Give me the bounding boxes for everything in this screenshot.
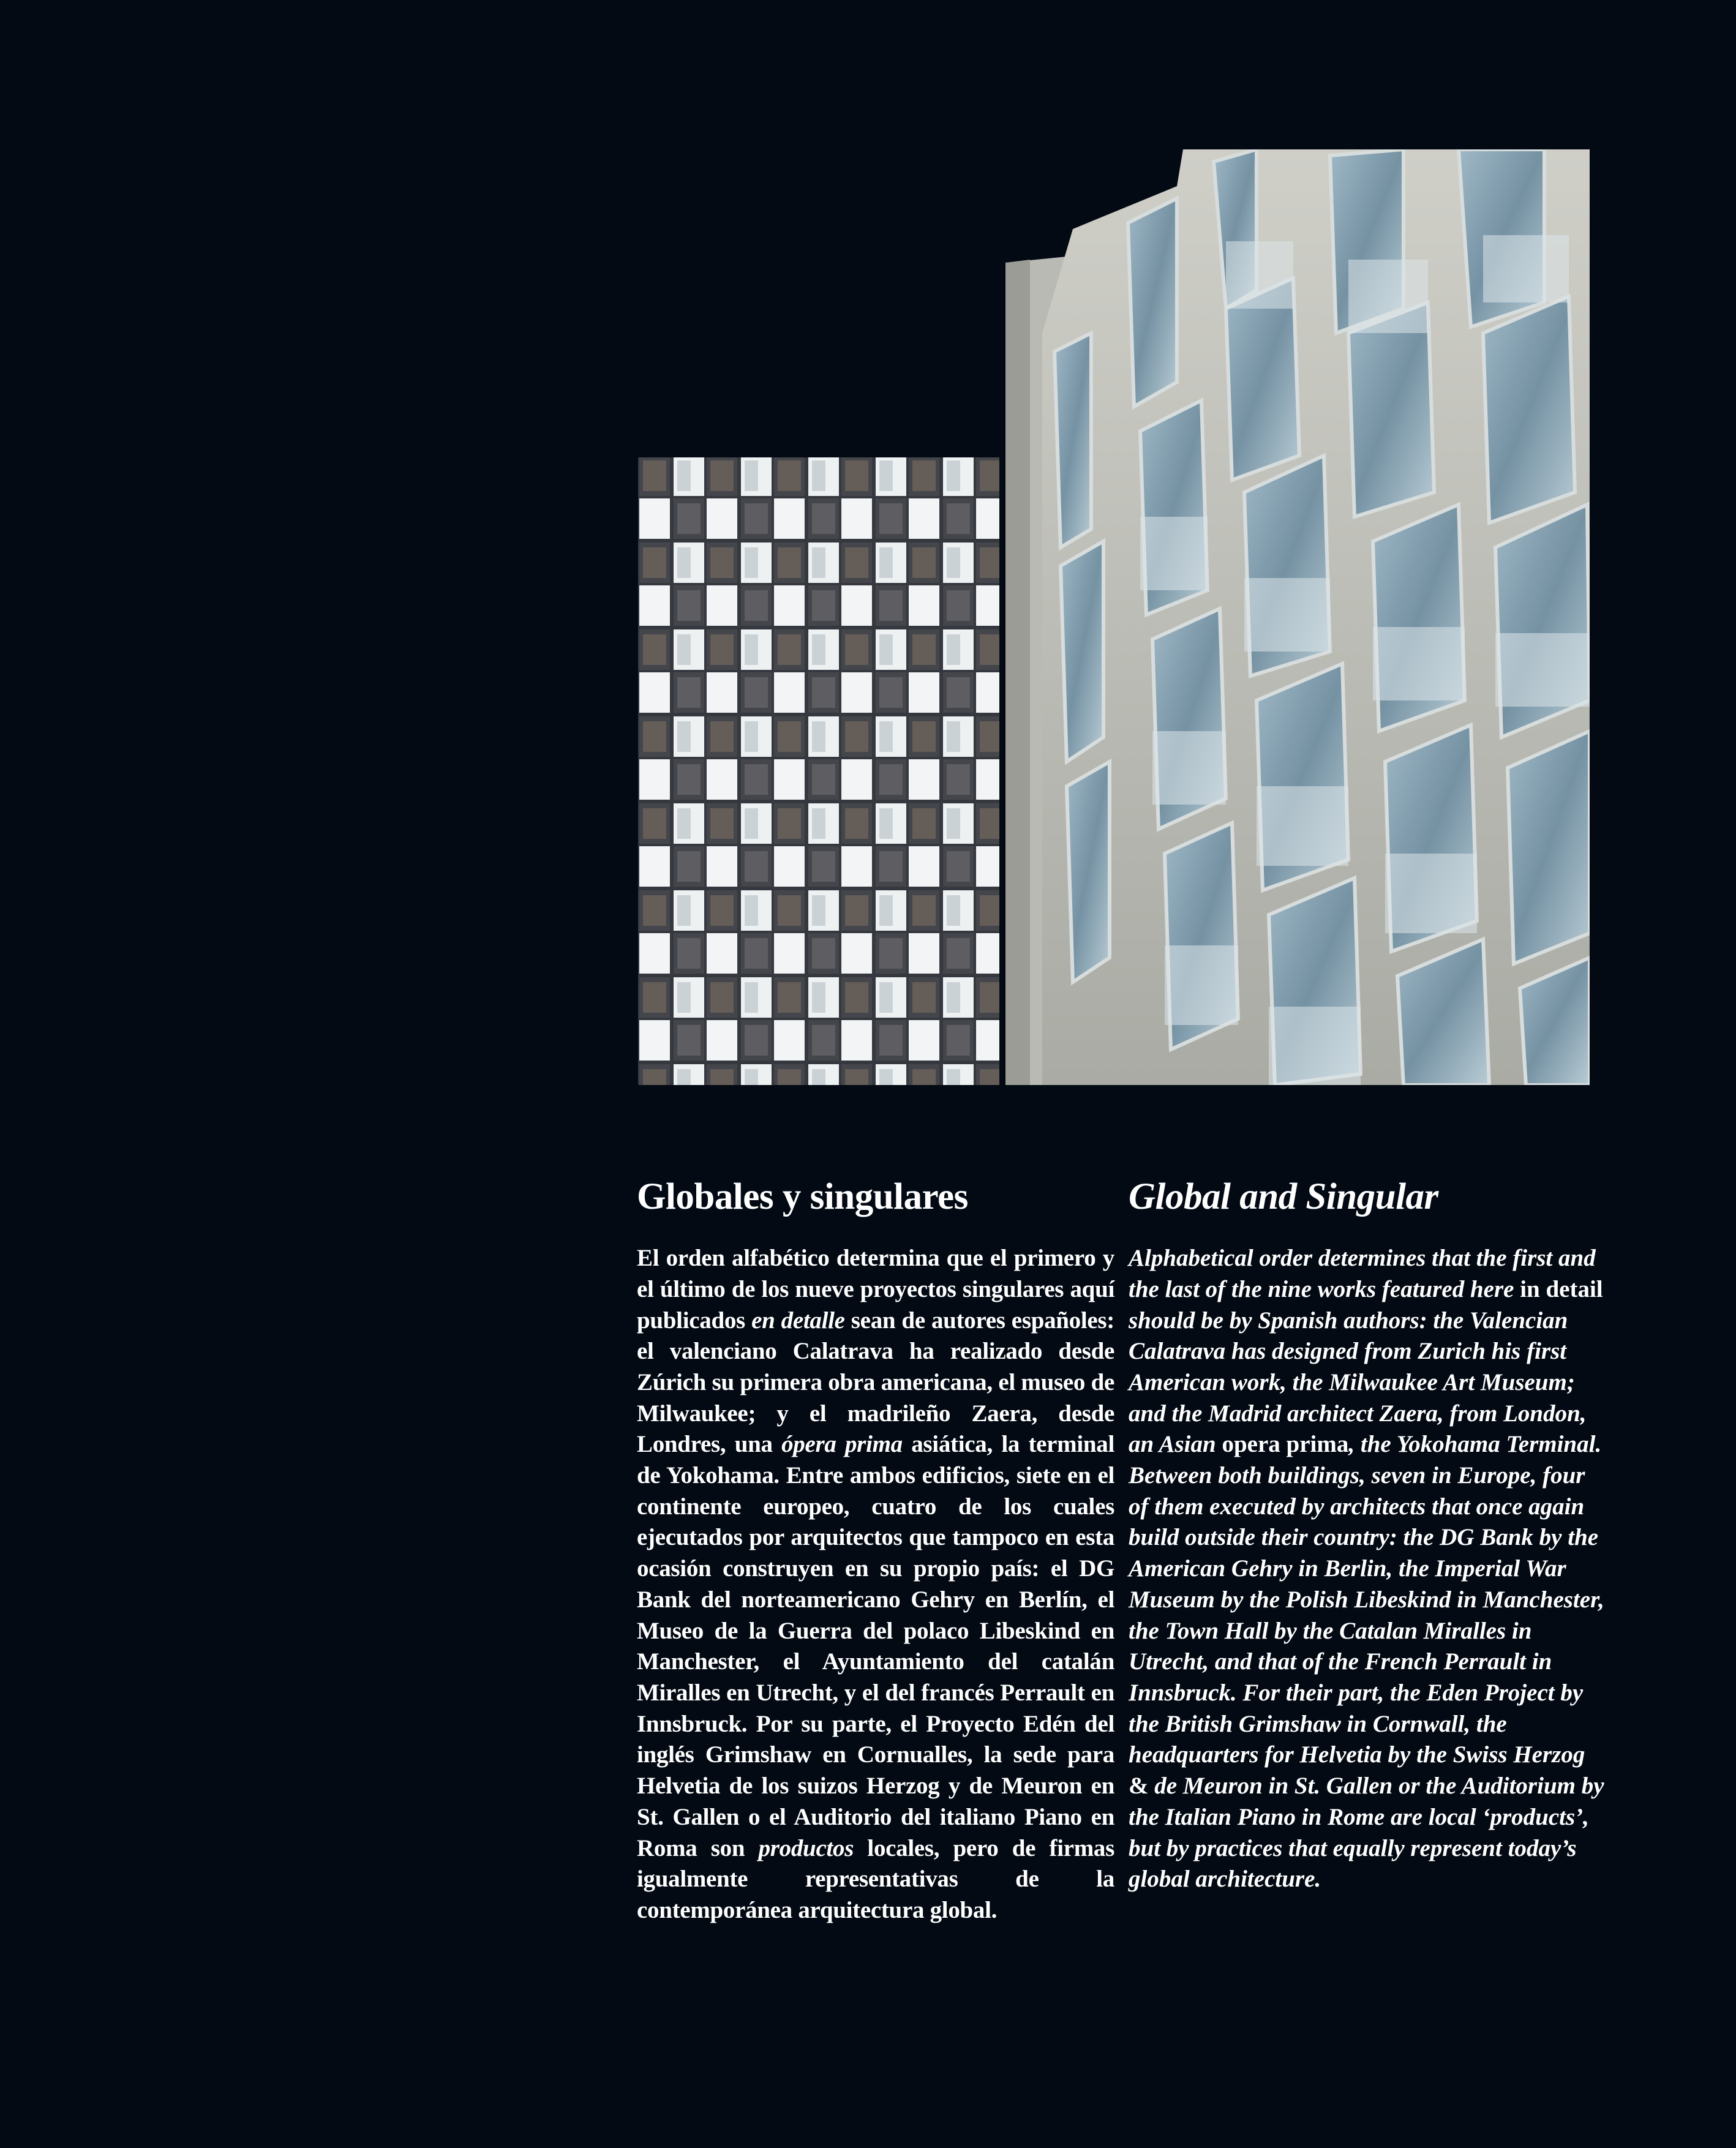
architecture-photo bbox=[638, 149, 1590, 1085]
spanish-paragraph bbox=[637, 1243, 1114, 1926]
text-run-italic: should be by Spanish authors: the Valencian Calatrava has designed from Zurich his first American work, the Milwaukee Art Museum; and the Madrid architect Zaera, from London, an Asian bbox=[1129, 1307, 1587, 1458]
text-run: in detail bbox=[1520, 1275, 1603, 1302]
text-run: sean de autores españoles: el valenciano Calatrava ha realizado desde Zúrich su primera obra americana, el museo de Milwaukee; y el madrileño Zaera, desde Londres, una bbox=[637, 1307, 1114, 1458]
english-heading: Global and Singular bbox=[1129, 1176, 1438, 1217]
text-run-italic: Alphabetical order determines that the first and the last of the nine works featured here bbox=[1129, 1245, 1596, 1302]
spanish-heading: Globales y singulares bbox=[637, 1176, 968, 1217]
text-run: locales, pero de firmas igualmente representativas de la contemporánea arquitectura global. bbox=[637, 1834, 1114, 1923]
text-run-italic: ópera prima bbox=[781, 1431, 903, 1458]
text-run-italic: en detalle bbox=[751, 1307, 845, 1334]
text-run-italic: productos bbox=[758, 1834, 854, 1861]
english-column bbox=[1129, 1176, 1606, 1895]
text-run-italic: , the Yokohama Terminal. Between both buildings, seven in Europe, four of them executed by architects that once again build outside their country: the DG Bank by the American Gehry in Berlin, the Imperial War Museum by the Polish Libeskind in Manchester, the Town Hall by the Catalan Miralles in Utrecht, and that of the French Perrault in Innsbruck. For their part, the Eden Project by the British Grimshaw in Cornwall, the headquarters for Helvetia by the Swiss Herzog bbox=[1129, 1431, 1604, 1768]
text-run: El orden alfabético determina que el primero y el último de los nueve proyectos singulares aquí publicados bbox=[637, 1245, 1114, 1334]
text-run: & bbox=[1129, 1773, 1149, 1800]
text-run: opera prima bbox=[1222, 1431, 1349, 1458]
english-paragraph bbox=[1129, 1243, 1606, 1895]
text-run-italic: de Meuron in St. Gallen or the Auditorium by the Italian Piano in Rome are local ‘products’, but by practices that equally represent today’s global architecture. bbox=[1129, 1773, 1604, 1893]
facade-illustration bbox=[638, 149, 1590, 1085]
spanish-column bbox=[637, 1176, 1114, 1926]
left-building bbox=[638, 457, 999, 1085]
text-run: asiática, la terminal de Yokohama. Entre ambos edificios, siete en el continente europeo, cuatro de los cuales ejecutados por arquitectos que tampoco en esta ocasión construyen en su propio país: el DG Bank del norteamericano Gehry en Berlín, el Museo de la Guerra del polaco Libeskind en Manchester, el Ayuntamiento del catalán Miralles en Utrecht, y el del francés Perrault en Innsbruck. Por su parte, el Proyecto Edén del inglés Grimshaw en Cornualles, la sede para Helvetia de los suizos Herzog y de Meuron en St. Gallen o el Auditorio del italiano Piano en Roma son bbox=[637, 1431, 1115, 1861]
right-facade bbox=[1042, 149, 1590, 1085]
